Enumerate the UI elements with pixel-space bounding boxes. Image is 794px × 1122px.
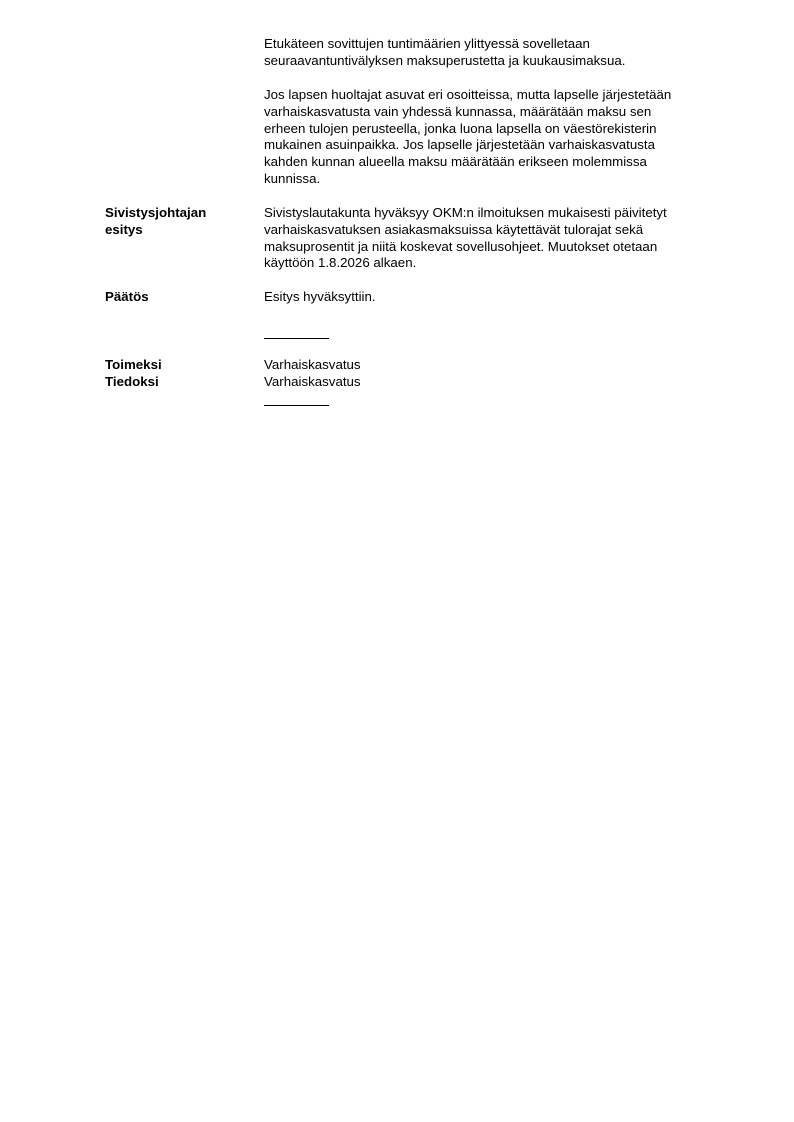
- text-line: Jos lapsen huoltajat asuvat eri osoitteissa, mutta lapselle järjestetään: [264, 87, 672, 102]
- info-value: Varhaiskasvatus: [264, 373, 361, 389]
- proposal-label: [105, 205, 206, 239]
- distribution-labels: [105, 357, 162, 391]
- decision-text: [264, 289, 724, 306]
- info-label: Tiedoksi: [105, 373, 159, 389]
- intro-paragraph-1: [264, 36, 724, 70]
- text-line: mukainen asuinpaikka. Jos lapselle järjestetään varhaiskasvatusta: [264, 137, 655, 153]
- decision-text-line: Esitys hyväksyttiin.: [264, 289, 376, 304]
- text-line: erheen tulojen perusteella, jonka luona lapsella on väestörekisterin: [264, 120, 657, 136]
- text-line: varhaiskasvatuksen asiakasmaksuissa käytettävät tulorajat sekä: [264, 221, 644, 237]
- proposal-label-line-2: esitys: [105, 221, 143, 237]
- action-value: Varhaiskasvatus: [264, 357, 361, 372]
- separator-line: [264, 405, 329, 406]
- text-line: kunnissa.: [264, 170, 321, 186]
- text-line: Sivistyslautakunta hyväksyy OKM:n ilmoituksen mukaisesti päivitetyt: [264, 205, 667, 220]
- distribution-values: [264, 357, 724, 391]
- text-line: seuraavantuntivälyksen maksuperustetta ja kuukausimaksua.: [264, 52, 626, 68]
- decision-label: [105, 289, 149, 306]
- text-line: varhaiskasvatusta vain yhdessä kunnassa, määrätään maksu sen: [264, 103, 652, 119]
- text-line: maksuprosentit ja niitä koskevat sovellusohjeet. Muutokset otetaan: [264, 238, 658, 254]
- decision-label-text: Päätös: [105, 289, 149, 304]
- proposal-text: [264, 205, 724, 272]
- intro-paragraph-2: [264, 87, 724, 188]
- separator-line: [264, 338, 329, 339]
- action-label: Toimeksi: [105, 357, 162, 372]
- text-line: käyttöön 1.8.2026 alkaen.: [264, 255, 417, 271]
- text-line: kahden kunnan alueella maksu määrätään erikseen molemmissa: [264, 154, 647, 170]
- text-line: Etukäteen sovittujen tuntimäärien ylittyessä sovelletaan: [264, 36, 590, 51]
- proposal-label-line-1: Sivistysjohtajan: [105, 205, 207, 220]
